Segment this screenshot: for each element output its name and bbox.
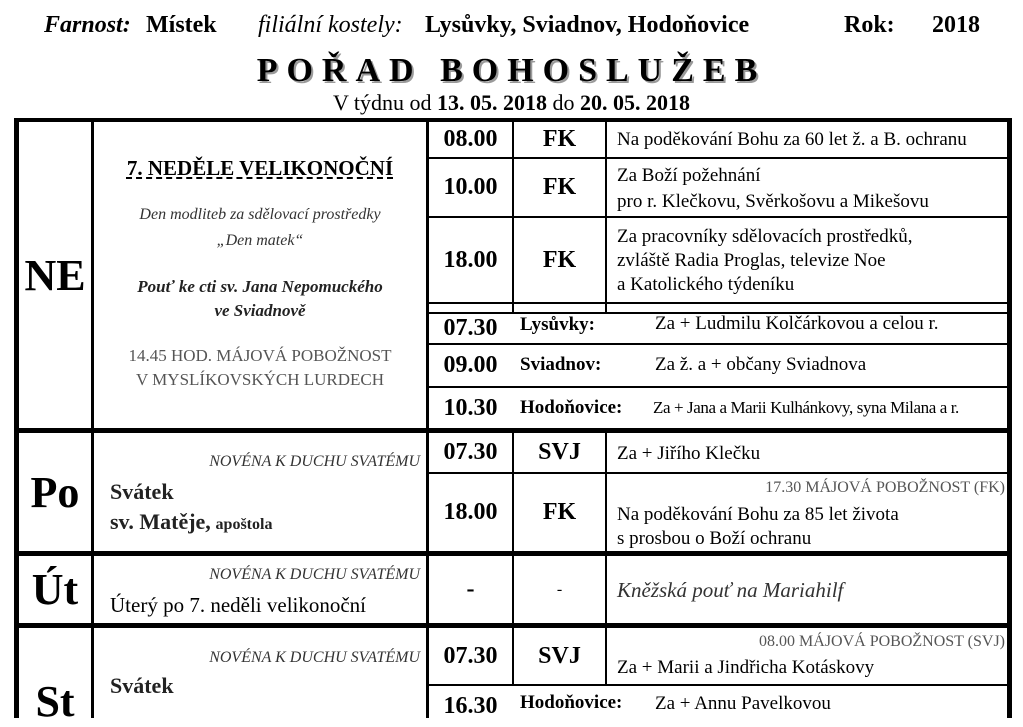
mass-intention: a Katolického týdeníku (617, 274, 795, 295)
feast-saint: sv. Matěje, (110, 509, 211, 534)
devotion-note: 14.45 HOD. MÁJOVÁ POBOŽNOST (128, 346, 392, 365)
feast-line: Svátek (110, 673, 174, 698)
mass-intention: Za pracovníky sdělovacích prostředků, (617, 226, 913, 247)
week-mid: do (552, 90, 575, 115)
devotion-note: 17.30 MÁJOVÁ POBOŽNOST (FK) (765, 479, 1005, 496)
mass-place: - (556, 580, 563, 598)
mass-place: FK (542, 126, 577, 152)
mass-intention: Za + Ludmilu Kolčárkovou a celou r. (655, 313, 939, 334)
mass-time: 18.00 (443, 499, 498, 525)
mass-time: 16.30 (443, 692, 498, 719)
mass-intention: Za + Jiřího Klečku (617, 443, 761, 464)
day-note: „Den matek“ (216, 232, 304, 249)
mass-intention: Za ž. a + občany Sviadnova (655, 354, 867, 375)
mass-time: 07.30 (443, 315, 498, 341)
mass-time: 08.00 (443, 126, 498, 152)
mass-time: 10.00 (443, 174, 498, 200)
day-abbr-tuesday: Út (31, 565, 79, 614)
mass-place: FK (542, 246, 577, 273)
feast-line: Svátek (110, 479, 174, 504)
mass-place: FK (542, 174, 577, 200)
day-rule (14, 428, 1012, 433)
mass-time: 09.00 (443, 352, 498, 378)
mass-intention: Za + Marii a Jindřicha Kotáskovy (617, 657, 875, 678)
mass-place: FK (542, 499, 577, 525)
parish-name: Místek (146, 12, 217, 38)
novena-note: NOVÉNA K DUCHU SVATÉMU (209, 453, 420, 470)
week-range (0, 90, 1023, 116)
mass-time: - (466, 576, 475, 602)
devotion-note: 08.00 MÁJOVÁ POBOŽNOST (SVJ) (759, 633, 1005, 650)
branch-churches: Lysůvky, Sviadnov, Hodoňovice (425, 12, 750, 38)
mass-time: 07.30 (443, 642, 498, 669)
novena-note: NOVÉNA K DUCHU SVATÉMU (209, 566, 420, 583)
mass-intention: Za + Jana a Marii Kulhánkovy, syna Milana a r. (653, 398, 959, 417)
day-abbr-wednesday: St (35, 676, 75, 726)
mass-intention: Za Boží požehnání (617, 165, 761, 186)
week-to: 20. 05. 2018 (580, 90, 691, 115)
year-value: 2018 (932, 12, 980, 38)
row-rule (426, 343, 1012, 345)
feast-saint-title: apoštola (215, 516, 273, 533)
novena-note: NOVÉNA K DUCHU SVATÉMU (209, 649, 420, 666)
mass-intention: Za + Annu Pavelkovou (655, 693, 831, 714)
mass-location: Sviadnov: (520, 354, 602, 375)
page-title: POŘAD BOHOSLUŽEB (256, 52, 767, 89)
day-rule (14, 623, 1012, 628)
week-from: 13. 05. 2018 (437, 90, 548, 115)
day-abbr-monday: Po (30, 467, 80, 517)
branch-label: filiální kostely: (258, 12, 403, 38)
mass-intention: zvláště Radia Proglas, televize Noe (617, 250, 886, 271)
mass-location: Lysůvky: (520, 314, 595, 335)
mass-intention: Na poděkování Bohu za 60 let ž. a B. ochranu (617, 129, 967, 150)
mass-place: SVJ (538, 642, 581, 669)
mass-place: SVJ (538, 439, 581, 465)
pilgrimage-line: ve Sviadnově (214, 301, 306, 320)
mass-time: 18.00 (443, 246, 498, 273)
day-note: Den modliteb za sdělovací prostředky (139, 206, 381, 223)
document-header (44, 12, 994, 46)
feast-line (110, 510, 272, 537)
week-prefix: V týdnu od (332, 90, 432, 115)
row-rule (426, 684, 1012, 686)
mass-location: Hodoňovice: (520, 397, 623, 418)
mass-intention: s prosbou o Boží ochranu (617, 528, 812, 549)
devotion-note: V MYSLÍKOVSKÝCH LURDECH (135, 370, 385, 389)
year-label: Rok: (844, 12, 895, 38)
pilgrimage-line: Pouť ke cti sv. Jana Nepomuckého (137, 277, 383, 296)
row-rule (426, 386, 1012, 388)
mass-intention: Na poděkování Bohu za 85 let života (617, 504, 899, 525)
mass-time: 10.30 (443, 394, 498, 421)
row-rule (426, 302, 1012, 304)
day-abbr-sunday: NE (24, 250, 86, 300)
place-column-rule (605, 431, 607, 686)
feast-line: Úterý po 7. neděli velikonoční (110, 593, 367, 617)
feast-title: 7. NEDĚLE VELIKONOČNÍ (126, 156, 394, 180)
table-border-right (1007, 118, 1012, 718)
parish-label: Farnost: (44, 12, 131, 38)
mass-location: Hodoňovice: (520, 692, 623, 713)
day-rule (14, 551, 1012, 556)
mass-intention: Kněžská pouť na Mariahilf (617, 578, 844, 602)
mass-intention: pro r. Klečkovu, Svěrkošovu a Mikešovu (617, 191, 929, 212)
mass-time: 07.30 (443, 439, 498, 465)
table-border-top (14, 118, 1012, 122)
